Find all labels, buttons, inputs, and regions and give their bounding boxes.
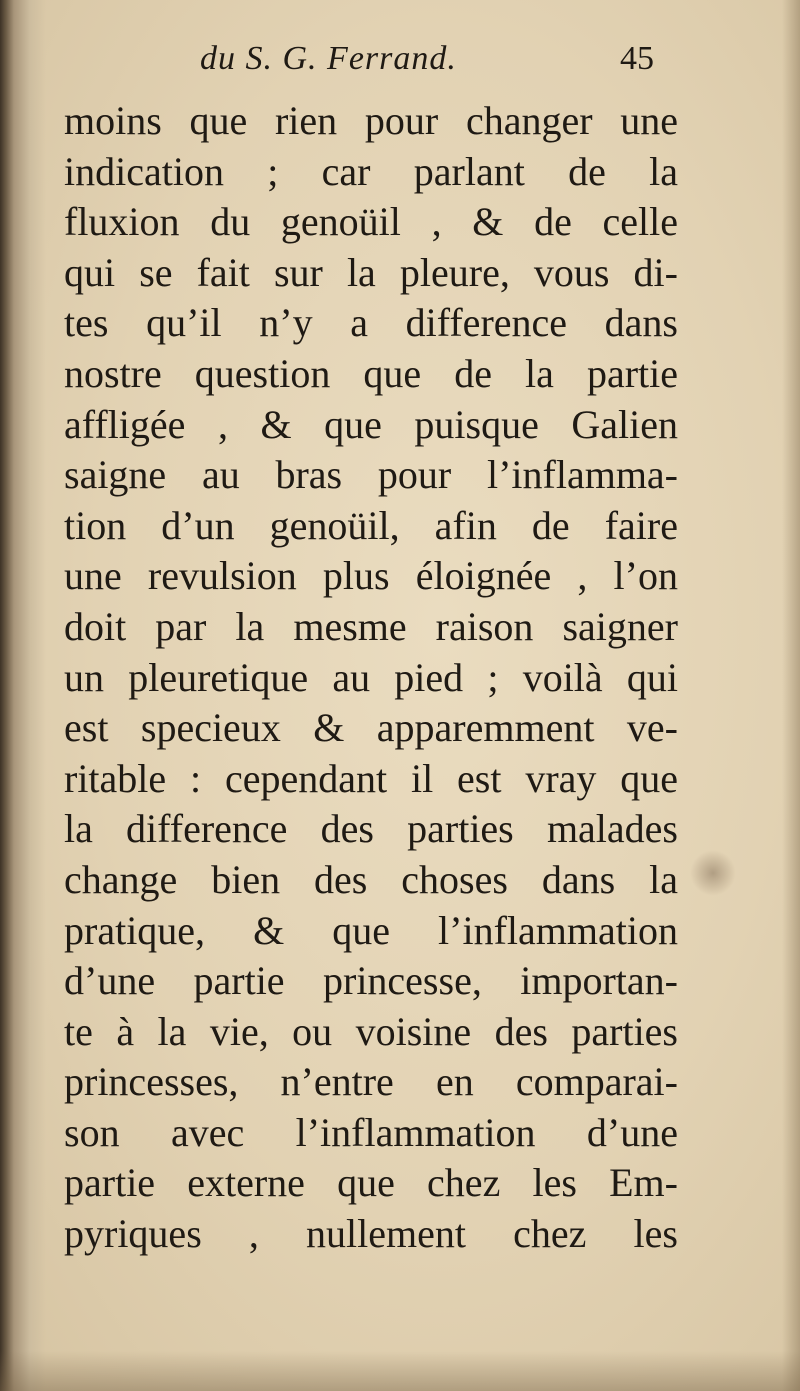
- text-line: affligée , & que puisque Galien: [64, 401, 678, 447]
- binding-gutter: [0, 0, 46, 1391]
- text-line: saigne au bras pour l’inflamma-: [64, 452, 678, 498]
- text-line: pratique, & que l’inflammation: [64, 907, 678, 953]
- text-line: nostre question que de la partie: [64, 350, 678, 396]
- running-head: du S. G. Ferrand.: [200, 40, 457, 77]
- text-line: qui se fait sur la pleure, vous di-: [64, 249, 678, 295]
- text-line: est specieux & apparemment ve-: [64, 705, 678, 751]
- text-line: partie externe que chez les Em-: [64, 1160, 678, 1206]
- text-line: change bien des choses dans la: [64, 856, 678, 902]
- text-line: d’une partie princesse, importan-: [64, 958, 678, 1004]
- text-line: ritable : cependant il est vray que: [64, 755, 678, 801]
- page-number: 45: [620, 40, 654, 77]
- text-line: princesses, n’entre en comparai-: [64, 1059, 678, 1105]
- text-line: indication ; car parlant de la: [64, 148, 678, 194]
- page-edge-right: [782, 0, 800, 1391]
- text-line: moins que rien pour changer une: [64, 98, 678, 143]
- text-line: tes qu’il n’y a difference dans: [64, 300, 678, 346]
- page-edge-bottom: [0, 1351, 800, 1391]
- paper-stain: [690, 850, 736, 896]
- text-line: tion d’un genoüil, afin de faire: [64, 502, 678, 548]
- text-line: la difference des parties malades: [64, 806, 678, 852]
- text-line: doit par la mesme raison saigner: [64, 603, 678, 649]
- text-line: fluxion du genoüil , & de celle: [64, 199, 678, 245]
- body-text: [64, 96, 678, 1260]
- text-line: une revulsion plus éloignée , l’on: [64, 553, 678, 599]
- text-line: te à la vie, ou voisine des parties: [64, 1008, 678, 1054]
- text-line: un pleuretique au pied ; voilà qui: [64, 654, 678, 700]
- text-line: son avec l’inflammation d’une: [64, 1109, 678, 1155]
- text-line: pyriques , nullement chez les: [64, 1211, 678, 1257]
